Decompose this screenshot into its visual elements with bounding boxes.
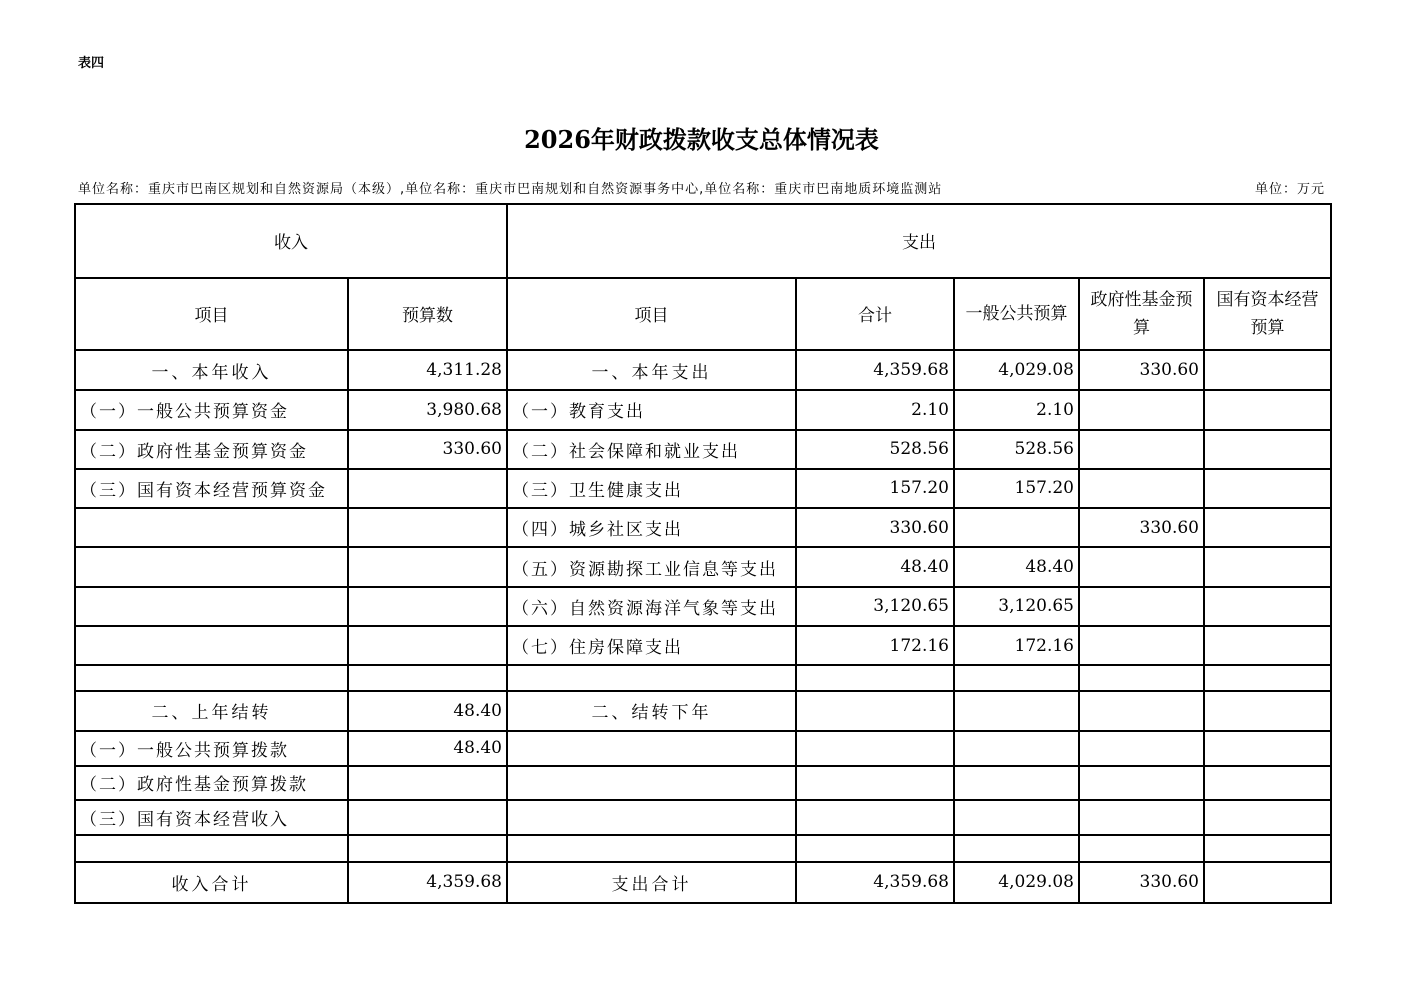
state-capital-cell xyxy=(1204,390,1331,429)
state-capital-cell xyxy=(1204,665,1331,691)
gov-fund-cell xyxy=(1079,731,1204,766)
state-capital-cell xyxy=(1204,350,1331,390)
state-capital-cell xyxy=(1204,862,1331,903)
state-capital-cell xyxy=(1204,587,1331,626)
income-item-header: 项目 xyxy=(75,278,348,351)
expense-item-cell: （二）社会保障和就业支出 xyxy=(507,430,796,469)
expense-item-cell: （四）城乡社区支出 xyxy=(507,508,796,547)
income-item-cell: 一、本年收入 xyxy=(75,350,348,390)
table-row xyxy=(75,350,1331,390)
income-budget-header: 预算数 xyxy=(348,278,507,351)
general-budget-cell xyxy=(954,800,1079,835)
gov-fund-header: 政府性基金预算 xyxy=(1079,278,1204,351)
table-row xyxy=(75,587,1331,626)
general-budget-cell: 172.16 xyxy=(954,626,1079,665)
gov-fund-cell: 330.60 xyxy=(1079,862,1204,903)
total-cell: 3,120.65 xyxy=(796,587,954,626)
total-cell xyxy=(796,835,954,861)
income-item-cell: 二、上年结转 xyxy=(75,691,348,730)
total-cell xyxy=(796,800,954,835)
income-item-cell: （二）政府性基金预算资金 xyxy=(75,430,348,469)
state-capital-header: 国有资本经营预算 xyxy=(1204,278,1331,351)
expense-item-cell: （七）住房保障支出 xyxy=(507,626,796,665)
income-item-cell xyxy=(75,508,348,547)
table-row xyxy=(75,862,1331,903)
general-budget-cell xyxy=(954,731,1079,766)
state-capital-cell xyxy=(1204,731,1331,766)
expense-item-cell: （三）卫生健康支出 xyxy=(507,469,796,508)
income-amount-cell: 48.40 xyxy=(348,731,507,766)
income-item-cell: （一）一般公共预算拨款 xyxy=(75,731,348,766)
gov-fund-cell xyxy=(1079,800,1204,835)
income-amount-cell xyxy=(348,469,507,508)
table-row xyxy=(75,508,1331,547)
income-item-cell xyxy=(75,547,348,586)
gov-fund-cell xyxy=(1079,390,1204,429)
income-item-cell xyxy=(75,835,348,861)
table-row xyxy=(75,547,1331,586)
table-row xyxy=(75,430,1331,469)
table-row xyxy=(75,766,1331,800)
gov-fund-cell xyxy=(1079,626,1204,665)
state-capital-cell xyxy=(1204,766,1331,800)
income-item-cell: （二）政府性基金预算拨款 xyxy=(75,766,348,800)
total-cell: 172.16 xyxy=(796,626,954,665)
income-amount-cell xyxy=(348,766,507,800)
expense-item-cell: 支出合计 xyxy=(507,862,796,903)
expense-item-cell xyxy=(507,800,796,835)
table-row xyxy=(75,731,1331,766)
gov-fund-cell xyxy=(1079,430,1204,469)
total-cell xyxy=(796,731,954,766)
income-amount-cell xyxy=(348,508,507,547)
state-capital-cell xyxy=(1204,430,1331,469)
income-amount-cell xyxy=(348,547,507,586)
income-amount-cell: 4,311.28 xyxy=(348,350,507,390)
income-amount-cell: 4,359.68 xyxy=(348,862,507,903)
income-amount-cell xyxy=(348,800,507,835)
income-item-cell: （一）一般公共预算资金 xyxy=(75,390,348,429)
gov-fund-cell: 330.60 xyxy=(1079,350,1204,390)
state-capital-cell xyxy=(1204,469,1331,508)
table-row xyxy=(75,800,1331,835)
total-cell: 4,359.68 xyxy=(796,350,954,390)
gov-fund-cell xyxy=(1079,766,1204,800)
general-budget-cell xyxy=(954,691,1079,730)
general-budget-cell xyxy=(954,835,1079,861)
total-header: 合计 xyxy=(796,278,954,351)
income-item-cell xyxy=(75,665,348,691)
state-capital-cell xyxy=(1204,547,1331,586)
page-title: 2026年财政拨款收支总体情况表 xyxy=(524,125,879,154)
state-capital-cell xyxy=(1204,800,1331,835)
expense-item-cell: 一、本年支出 xyxy=(507,350,796,390)
income-amount-cell: 330.60 xyxy=(348,430,507,469)
total-cell: 2.10 xyxy=(796,390,954,429)
income-item-cell xyxy=(75,587,348,626)
general-budget-cell: 3,120.65 xyxy=(954,587,1079,626)
expense-item-cell xyxy=(507,665,796,691)
expense-item-cell xyxy=(507,766,796,800)
income-item-cell: （三）国有资本经营预算资金 xyxy=(75,469,348,508)
currency-unit: 单位：万元 xyxy=(1254,182,1325,197)
general-budget-cell: 528.56 xyxy=(954,430,1079,469)
total-cell xyxy=(796,766,954,800)
unit-names: 单位名称：重庆市巴南区规划和自然资源局（本级）,单位名称：重庆市巴南规划和自然资源事务中心,单位名称：重庆市巴南地质环境监测站 xyxy=(78,182,943,197)
gov-fund-cell: 330.60 xyxy=(1079,508,1204,547)
income-amount-cell: 48.40 xyxy=(348,691,507,730)
income-item-cell xyxy=(75,626,348,665)
gov-fund-cell xyxy=(1079,691,1204,730)
income-item-cell: （三）国有资本经营收入 xyxy=(75,800,348,835)
income-amount-cell xyxy=(348,587,507,626)
general-budget-cell: 2.10 xyxy=(954,390,1079,429)
income-amount-cell xyxy=(348,626,507,665)
sheet-label: 表四 xyxy=(78,56,105,71)
state-capital-cell xyxy=(1204,835,1331,861)
general-budget-cell: 157.20 xyxy=(954,469,1079,508)
expense-item-cell: 二、结转下年 xyxy=(507,691,796,730)
income-amount-cell xyxy=(348,835,507,861)
general-budget-cell xyxy=(954,665,1079,691)
total-cell xyxy=(796,665,954,691)
gov-fund-cell xyxy=(1079,547,1204,586)
state-capital-cell xyxy=(1204,691,1331,730)
gov-fund-cell xyxy=(1079,835,1204,861)
total-cell: 330.60 xyxy=(796,508,954,547)
general-budget-cell xyxy=(954,766,1079,800)
expense-item-cell: （五）资源勘探工业信息等支出 xyxy=(507,547,796,586)
table-row xyxy=(75,691,1331,730)
income-amount-cell: 3,980.68 xyxy=(348,390,507,429)
table-row xyxy=(75,626,1331,665)
header-row-top xyxy=(75,204,1331,278)
total-cell: 157.20 xyxy=(796,469,954,508)
state-capital-cell xyxy=(1204,626,1331,665)
income-amount-cell xyxy=(348,665,507,691)
total-cell: 528.56 xyxy=(796,430,954,469)
table-row xyxy=(75,469,1331,508)
expense-item-header: 项目 xyxy=(507,278,796,351)
general-budget-cell: 4,029.08 xyxy=(954,350,1079,390)
gov-fund-cell xyxy=(1079,665,1204,691)
income-header: 收入 xyxy=(75,204,507,278)
income-item-cell: 收入合计 xyxy=(75,862,348,903)
header-row-sub xyxy=(75,278,1331,351)
general-budget-cell: 4,029.08 xyxy=(954,862,1079,903)
total-cell xyxy=(796,691,954,730)
expense-header: 支出 xyxy=(507,204,1331,278)
total-cell: 48.40 xyxy=(796,547,954,586)
table-row xyxy=(75,835,1331,861)
general-budget-cell xyxy=(954,508,1079,547)
table-row xyxy=(75,665,1331,691)
general-budget-header: 一般公共预算 xyxy=(954,278,1079,351)
expense-item-cell xyxy=(507,731,796,766)
gov-fund-cell xyxy=(1079,469,1204,508)
table-row xyxy=(75,390,1331,429)
gov-fund-cell xyxy=(1079,587,1204,626)
total-cell: 4,359.68 xyxy=(796,862,954,903)
expense-item-cell xyxy=(507,835,796,861)
expense-item-cell: （六）自然资源海洋气象等支出 xyxy=(507,587,796,626)
expense-item-cell: （一）教育支出 xyxy=(507,390,796,429)
general-budget-cell: 48.40 xyxy=(954,547,1079,586)
budget-table xyxy=(74,203,1332,904)
state-capital-cell xyxy=(1204,508,1331,547)
